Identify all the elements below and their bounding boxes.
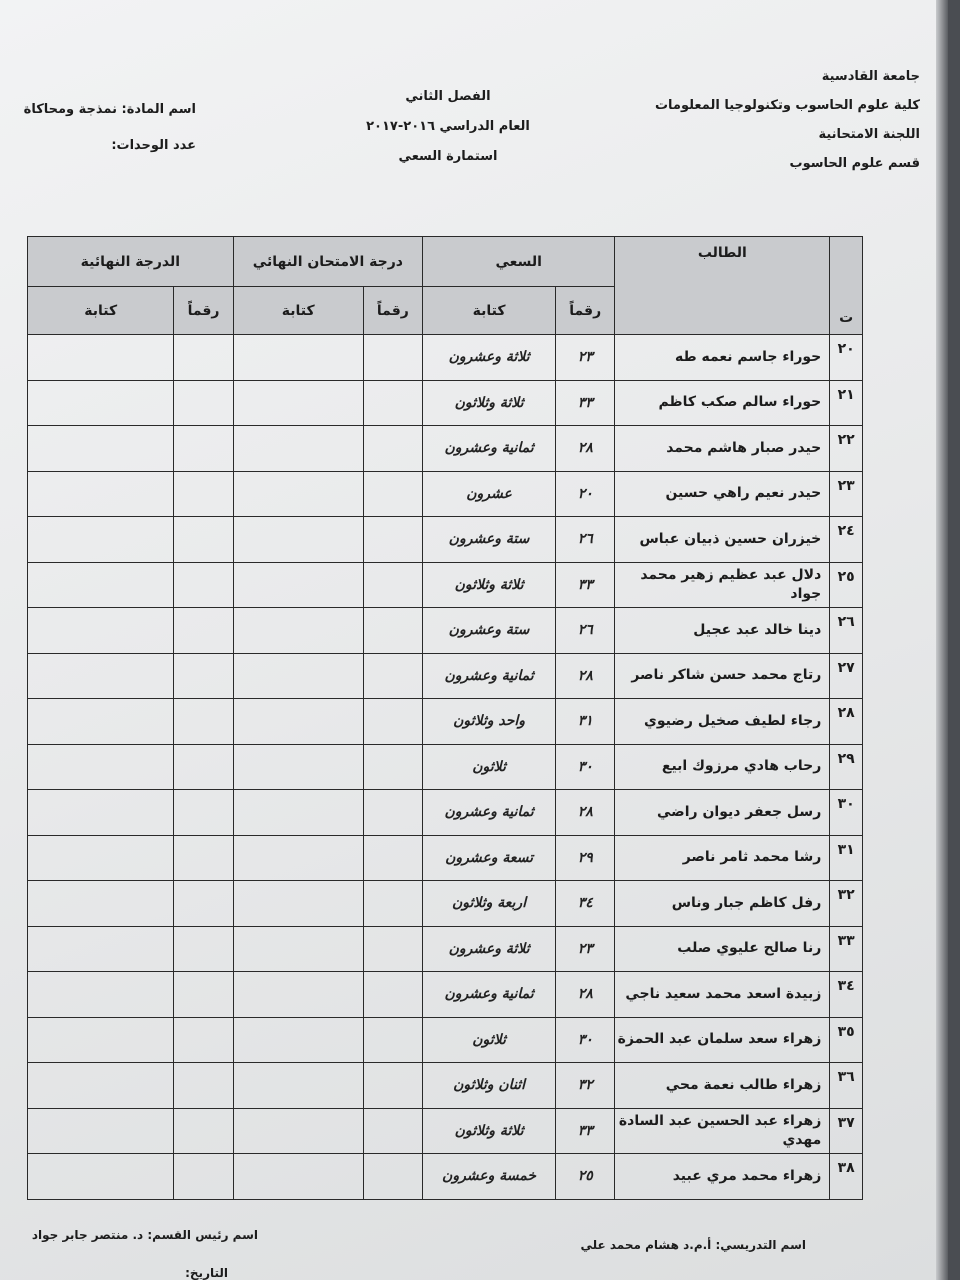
- effort-digits: ٣٤: [556, 881, 615, 927]
- row-number: ٣٦: [830, 1063, 863, 1109]
- effort-digits: ٢٦: [556, 517, 615, 563]
- final-grade-digits: [174, 608, 233, 654]
- effort-digits: ٣٣: [556, 562, 615, 608]
- final-exam-digits: [363, 653, 422, 699]
- final-exam-written: [233, 972, 363, 1018]
- student-name: زهراء محمد مري عبيد: [615, 1154, 830, 1200]
- final-exam-written: [233, 1063, 363, 1109]
- row-number: ٣٣: [830, 926, 863, 972]
- final-grade-digits: [174, 562, 233, 608]
- table-row: [28, 926, 863, 972]
- final-exam-digits: [363, 835, 422, 881]
- final-grade-digits: [174, 699, 233, 745]
- final-grade-digits: [174, 517, 233, 563]
- final-grade-written: [28, 1154, 174, 1200]
- effort-written: اثنان وثلاثون: [423, 1063, 556, 1109]
- final-grade-written: [28, 608, 174, 654]
- final-grade-written: [28, 1063, 174, 1109]
- final-exam-digits: [363, 881, 422, 927]
- final-exam-digits: [363, 744, 422, 790]
- final-grade-written: [28, 335, 174, 381]
- final-grade-digits: [174, 335, 233, 381]
- table-row: [28, 699, 863, 745]
- final-grade-digits: [174, 1154, 233, 1200]
- effort-written: ثلاثة وثلاثون: [423, 562, 556, 608]
- effort-written: ثمانية وعشرون: [423, 972, 556, 1018]
- final-exam-written: [233, 835, 363, 881]
- university-name: جامعة القادسية: [821, 69, 920, 84]
- row-number: ٣٧: [830, 1108, 863, 1154]
- student-name: رشا محمد ثامر ناصر: [615, 835, 830, 881]
- final-grade-written: [28, 653, 174, 699]
- student-name: حيدر نعيم راهي حسين: [615, 471, 830, 517]
- row-number: ٣١: [830, 835, 863, 881]
- row-number: ٣٠: [830, 790, 863, 836]
- final-grade-written: [28, 517, 174, 563]
- final-exam-written: [233, 1017, 363, 1063]
- subheader-digits: رقماً: [174, 287, 233, 335]
- row-number: ٢٣: [830, 471, 863, 517]
- final-grade-written: [28, 926, 174, 972]
- effort-written: ثلاثة وثلاثون: [423, 1108, 556, 1154]
- effort-written: خمسة وعشرون: [423, 1154, 556, 1200]
- effort-written: تسعة وعشرون: [423, 835, 556, 881]
- row-number: ٢٩: [830, 744, 863, 790]
- effort-digits: ٣١: [556, 699, 615, 745]
- final-grade-written: [28, 881, 174, 927]
- final-exam-written: [233, 926, 363, 972]
- final-grade-digits: [174, 1063, 233, 1109]
- table-row: [28, 1108, 863, 1154]
- student-name: زهراء عبد الحسين عبد السادة مهدي: [615, 1108, 830, 1154]
- row-number: ٣٢: [830, 881, 863, 927]
- department-head-name: اسم رئيس القسم: د. منتصر جابر جواد: [31, 1228, 258, 1242]
- final-exam-written: [233, 517, 363, 563]
- academic-year: العام الدراسي ٢٠١٦-٢٠١٧: [366, 119, 530, 134]
- final-exam-digits: [363, 790, 422, 836]
- final-grade-digits: [174, 380, 233, 426]
- row-number: ٣٨: [830, 1154, 863, 1200]
- effort-written: ثلاثة وثلاثون: [423, 380, 556, 426]
- row-number: ٢٠: [830, 335, 863, 381]
- effort-digits: ٢٨: [556, 972, 615, 1018]
- table-row: [28, 881, 863, 927]
- final-exam-digits: [363, 1063, 422, 1109]
- final-exam-digits: [363, 335, 422, 381]
- effort-digits: ٢٥: [556, 1154, 615, 1200]
- student-name: زبيدة اسعد محمد سعيد ناجي: [615, 972, 830, 1018]
- effort-digits: ٣٣: [556, 380, 615, 426]
- final-exam-digits: [363, 972, 422, 1018]
- row-number: ٢٥: [830, 562, 863, 608]
- col-header-effort: السعي: [423, 237, 615, 287]
- subheader-digits: رقماً: [556, 287, 615, 335]
- effort-written: ثلاثة وعشرون: [423, 926, 556, 972]
- row-number: ٢٢: [830, 426, 863, 472]
- effort-digits: ٢٨: [556, 653, 615, 699]
- final-exam-digits: [363, 1108, 422, 1154]
- final-exam-written: [233, 380, 363, 426]
- final-grade-digits: [174, 426, 233, 472]
- effort-digits: ٣٣: [556, 1108, 615, 1154]
- final-exam-written: [233, 653, 363, 699]
- final-grade-digits: [174, 881, 233, 927]
- final-exam-written: [233, 335, 363, 381]
- effort-written: ثلاثة وعشرون: [423, 335, 556, 381]
- final-exam-digits: [363, 471, 422, 517]
- student-name: رنا صالح عليوي صلب: [615, 926, 830, 972]
- table-row: [28, 1063, 863, 1109]
- effort-digits: ٢٦: [556, 608, 615, 654]
- final-exam-digits: [363, 517, 422, 563]
- final-grade-written: [28, 744, 174, 790]
- row-number: ٢٨: [830, 699, 863, 745]
- table-row: [28, 653, 863, 699]
- final-exam-written: [233, 790, 363, 836]
- final-grade-written: [28, 972, 174, 1018]
- col-header-num: ت: [830, 237, 863, 335]
- effort-digits: ٢٩: [556, 835, 615, 881]
- student-name: حوراء سالم صكب كاظم: [615, 380, 830, 426]
- final-grade-written: [28, 835, 174, 881]
- final-exam-written: [233, 744, 363, 790]
- final-exam-written: [233, 608, 363, 654]
- student-name: زهراء سعد سلمان عبد الحمزة: [615, 1017, 830, 1063]
- student-name: حوراء جاسم نعمه طه: [615, 335, 830, 381]
- student-name: حيدر صبار هاشم محمد: [615, 426, 830, 472]
- subheader-written: كتابة: [28, 287, 174, 335]
- effort-digits: ٣٠: [556, 1017, 615, 1063]
- table-row: [28, 1017, 863, 1063]
- final-exam-digits: [363, 1017, 422, 1063]
- effort-digits: ٢٠: [556, 471, 615, 517]
- table-row: [28, 517, 863, 563]
- table-row: [28, 380, 863, 426]
- instructor-name: اسم التدريسي: أ.م.د هشام محمد علي: [580, 1238, 806, 1252]
- grades-table: [27, 236, 863, 1200]
- effort-digits: ٣٢: [556, 1063, 615, 1109]
- row-number: ٢٦: [830, 608, 863, 654]
- final-grade-digits: [174, 835, 233, 881]
- final-exam-written: [233, 1154, 363, 1200]
- col-header-final-grade: الدرجة النهائية: [28, 237, 234, 287]
- effort-written: ثمانية وعشرون: [423, 790, 556, 836]
- table-row: [28, 744, 863, 790]
- row-number: ٣٥: [830, 1017, 863, 1063]
- subheader-written: كتابة: [423, 287, 556, 335]
- final-grade-written: [28, 790, 174, 836]
- effort-digits: ٢٣: [556, 926, 615, 972]
- form-title-block: [358, 82, 538, 172]
- effort-written: ستة وعشرون: [423, 517, 556, 563]
- student-name: رسل جعفر ديوان راضي: [615, 790, 830, 836]
- student-name: زهراء طالب نعمة محي: [615, 1063, 830, 1109]
- semester-label: الفصل الثاني: [405, 89, 491, 104]
- table-row: [28, 335, 863, 381]
- effort-written: عشرون: [423, 471, 556, 517]
- table-row: [28, 608, 863, 654]
- effort-written: ثلاثون: [423, 744, 556, 790]
- student-name: دلال عبد عظيم زهير محمد جواد: [615, 562, 830, 608]
- effort-written: ثلاثون: [423, 1017, 556, 1063]
- final-exam-digits: [363, 380, 422, 426]
- subject-block: [24, 92, 196, 164]
- final-grade-digits: [174, 1017, 233, 1063]
- final-exam-written: [233, 562, 363, 608]
- table-row: [28, 426, 863, 472]
- final-exam-written: [233, 881, 363, 927]
- row-number: ٢١: [830, 380, 863, 426]
- effort-written: ثمانية وعشرون: [423, 653, 556, 699]
- final-exam-written: [233, 426, 363, 472]
- final-grade-written: [28, 1108, 174, 1154]
- final-grade-digits: [174, 972, 233, 1018]
- final-exam-digits: [363, 608, 422, 654]
- student-name: رجاء لطيف صخيل رضيوي: [615, 699, 830, 745]
- student-name: رحاب هادي مرزوك ابيع: [615, 744, 830, 790]
- final-grade-written: [28, 699, 174, 745]
- form-title: استمارة السعي: [398, 149, 498, 164]
- final-exam-digits: [363, 699, 422, 745]
- row-number: ٢٧: [830, 653, 863, 699]
- final-grade-digits: [174, 744, 233, 790]
- effort-written: اربعة وثلاثون: [423, 881, 556, 927]
- final-grade-written: [28, 426, 174, 472]
- final-grade-written: [28, 380, 174, 426]
- row-number: ٢٤: [830, 517, 863, 563]
- row-number: ٣٤: [830, 972, 863, 1018]
- final-grade-digits: [174, 1108, 233, 1154]
- grades-table-body: [28, 335, 863, 1200]
- student-name: رفل كاظم جبار وناس: [615, 881, 830, 927]
- table-row: [28, 835, 863, 881]
- final-grade-digits: [174, 926, 233, 972]
- subheader-digits: رقماً: [363, 287, 422, 335]
- effort-digits: ٢٨: [556, 790, 615, 836]
- institution-header: [655, 62, 920, 178]
- effort-written: ستة وعشرون: [423, 608, 556, 654]
- committee-name: اللجنة الامتحانية: [818, 127, 920, 142]
- department-name: قسم علوم الحاسوب: [789, 156, 920, 171]
- effort-written: ثمانية وعشرون: [423, 426, 556, 472]
- col-header-student: الطالب: [615, 237, 830, 335]
- effort-written: واحد وثلاثون: [423, 699, 556, 745]
- table-row: [28, 790, 863, 836]
- table-row: [28, 562, 863, 608]
- student-name: دينا خالد عبد عجيل: [615, 608, 830, 654]
- final-exam-digits: [363, 1154, 422, 1200]
- final-exam-digits: [363, 562, 422, 608]
- final-exam-written: [233, 699, 363, 745]
- final-exam-digits: [363, 426, 422, 472]
- effort-digits: ٢٨: [556, 426, 615, 472]
- date-label-left: التاريخ:: [185, 1266, 228, 1280]
- student-name: خيزران حسين ذبيان عباس: [615, 517, 830, 563]
- col-header-final-exam: درجة الامتحان النهائي: [233, 237, 422, 287]
- paper-edge: [936, 0, 948, 1280]
- final-grade-digits: [174, 790, 233, 836]
- table-row: [28, 471, 863, 517]
- final-grade-digits: [174, 653, 233, 699]
- final-exam-digits: [363, 926, 422, 972]
- effort-digits: ٣٠: [556, 744, 615, 790]
- units-count: عدد الوحدات:: [111, 138, 196, 153]
- table-row: [28, 1154, 863, 1200]
- final-exam-written: [233, 471, 363, 517]
- final-exam-written: [233, 1108, 363, 1154]
- student-name: رتاج محمد حسن شاكر ناصر: [615, 653, 830, 699]
- final-grade-written: [28, 1017, 174, 1063]
- final-grade-written: [28, 562, 174, 608]
- college-name: كلية علوم الحاسوب وتكنولوجيا المعلومات: [654, 98, 920, 113]
- final-grade-written: [28, 471, 174, 517]
- table-row: [28, 972, 863, 1018]
- effort-digits: ٢٣: [556, 335, 615, 381]
- final-grade-digits: [174, 471, 233, 517]
- subheader-written: كتابة: [233, 287, 363, 335]
- subject-name: اسم المادة: نمذجة ومحاكاة: [23, 102, 196, 117]
